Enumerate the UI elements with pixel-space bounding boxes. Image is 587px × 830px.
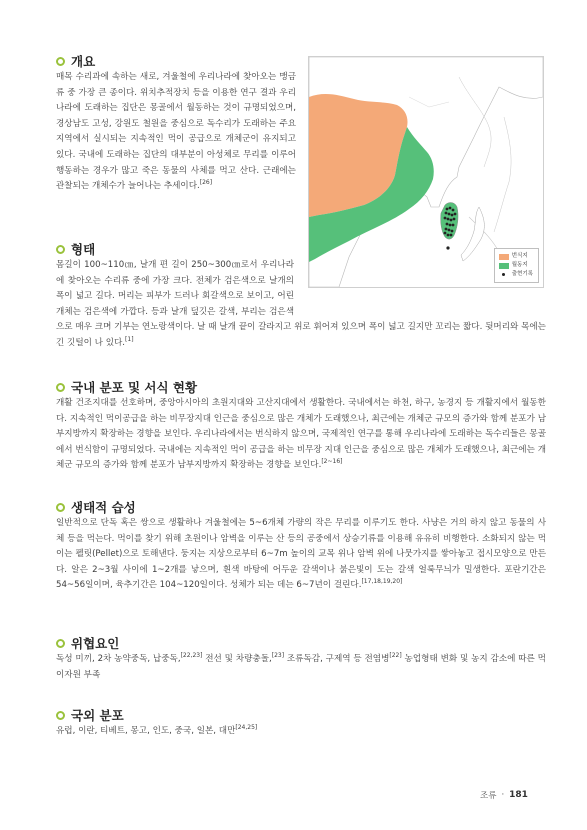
page-footer xyxy=(480,789,528,801)
heading-text: 개요 xyxy=(71,54,96,69)
page-number: 181 xyxy=(509,790,528,800)
abroad-text: 유럽, 이란, 티베트, 몽고, 인도, 중국, 일본, 대만[24,25] xyxy=(56,724,258,736)
section-heading-abroad xyxy=(56,706,124,724)
circle-bullet-icon xyxy=(56,245,65,254)
heading-text: 국내 분포 및 서식 현황 xyxy=(71,380,198,395)
circle-bullet-icon xyxy=(56,711,65,720)
section-heading-ecology xyxy=(56,498,136,516)
reference: [23] xyxy=(271,652,285,660)
section-heading-threats xyxy=(56,634,119,652)
footer-separator: · xyxy=(501,790,505,800)
circle-bullet-icon xyxy=(56,503,65,512)
circle-bullet-icon xyxy=(56,57,65,66)
distribution-map xyxy=(308,56,544,288)
legend-item-records: 출현기록 xyxy=(499,270,533,279)
section-heading-distribution xyxy=(56,378,197,396)
reference: [17,18,19,20] xyxy=(361,578,403,586)
circle-bullet-icon xyxy=(56,639,65,648)
heading-text: 생태적 습성 xyxy=(71,500,136,515)
reference: [22,23] xyxy=(180,652,203,660)
ecology-text: 일반적으로 단독 혹은 쌍으로 생활하나 겨울철에는 5~6개체 가량의 작은 무리를 이루기도 한다. 사냥은 거의 하지 않고 동물의 사체 등을 먹는다. 먹이를 찾기 위해 초원이나 암벽을 이루는 산 등의 공중에서 상승기류를 이용해 유유히 비행한다. 소화되지 않는 먹이는 펠릿(Pellet)으로 토해낸다. 둥지는 지상으로부터 6~7m 높이의 교목 위나 암벽 위에 나뭇가지를 쌓아놓고 접시모양으로 만든다. 알은 2~3월 사이에 1~2개를 낳으며, 흰색 바탕에 어두운 갈색이나 붉은빛이 도는 갈색 얼룩무늬가 밀생한다. 포란기간은 54~56일이며, 육추기간은 104~120일이다. 성체가 되는 데는 6~7년이 걸린다.[17,18,19,20] xyxy=(56,518,546,591)
legend-item-wintering: 월동지 xyxy=(499,261,533,270)
jeju-record xyxy=(446,246,449,249)
overview-text: 매목 수리과에 속하는 새로, 겨울철에 우리나라에 찾아오는 맹금류 중 가장 큰 종이다. 위치추적장치 등을 이용한 연구 결과 우리나라에 도래하는 집단은 몽골에서 월동하는 것이 규명되었으며, 경상남도 고성, 강원도 철원을 중심으로 독수리가 도래하는 주요지역에서 실시되는 지속적인 먹이 공급으로 개체군이 유지되고 있다. 국내에 도래하는 집단의 대부분이 아성체로 무리를 이루어 행동하는 경우가 많고 죽은 동물의 사체를 먹고 산다. 근래에는 관찰되는 개체수가 늘어나는 추세이다.[26] xyxy=(56,72,296,192)
footer-section: 조류 xyxy=(480,791,497,801)
reference: [26] xyxy=(199,179,213,187)
threats-text: 독성 미끼, 2차 농약중독, 납중독,[22,23] 전선 및 차량충돌,[23] 조류독감, 구제역 등 전염병[22] 농업형태 변화 및 농지 감소에 따른 먹이자원 부족 xyxy=(56,652,546,680)
heading-text: 위협요인 xyxy=(71,636,120,651)
heading-text: 국외 분포 xyxy=(71,708,124,723)
reference: [22] xyxy=(389,652,402,660)
reference: [24,25] xyxy=(235,724,258,732)
morphology-text: 몸길이 100~110㎝, 날개 편 길이 250~300㎝로서 우리나라에 찾아오는 수리류 중에 가장 크다. 전체가 검은색으로 날개의 폭이 넓고 길다. 머리는 피부가 드러나 회갈색으로 보이고, 어린 개체는 검은색에 가깝다. 등과 날개 덮깃은 갈색, 부리는 검은색으로 매우 크며 기부는 연노랑색이다. 날 때 날개 끝이 갈라지고 위로 휘어져 있으며 폭이 넓고 길지만 꼬리는 짧다. 뒷머리와 목에는 긴 깃털이 나 있다.[1] xyxy=(56,260,546,348)
japan-outline xyxy=(461,207,484,261)
circle-bullet-icon xyxy=(56,383,65,392)
heading-text: 형태 xyxy=(71,242,96,257)
section-heading-morphology xyxy=(56,240,95,258)
reference: [2~16] xyxy=(321,458,343,466)
section-heading-overview xyxy=(56,52,95,70)
reference: [1] xyxy=(125,336,134,344)
legend-item-breeding: 번식지 xyxy=(499,252,533,261)
distribution-text: 개활 건조지대를 선호하며, 중앙아시아의 초원지대와 고산지대에서 생활한다. 국내에서는 하천, 하구, 농경지 등 개활지에서 월동한다. 지속적인 먹이공급을 하는 비무장지대 인근을 중심으로 많은 개체가 도래했으나, 최근에는 개체군 규모의 증가와 함께 분포가 남부지방까지 확장하는 경향을 보인다. 우리나라에서는 번식하지 않으며, 국제적인 연구를 통해 우리나라에 도래하는 독수리들은 몽골에서 번식함이 규명되었다. 국내에는 지속적인 먹이 공급을 하는 비무장 지대 인근을 중심으로 많은 개체가 도래했으나, 최근에는 개체군 규모의 증가와 함께 분포가 남부지방까지 확장하는 경향을 보인다.[2~16] xyxy=(56,398,546,471)
